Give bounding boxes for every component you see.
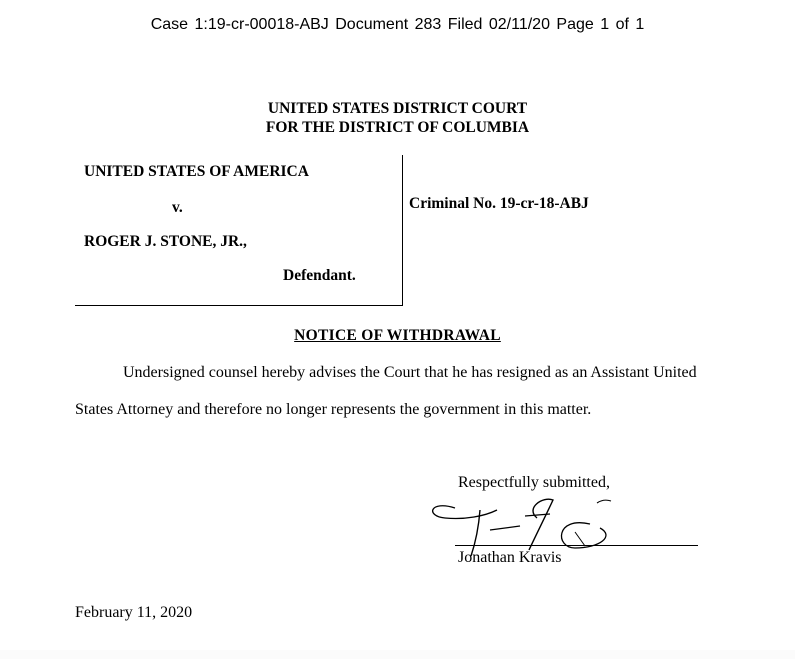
caption-divider-horizontal: [75, 305, 403, 306]
caption-versus: v.: [172, 199, 183, 216]
signature-closing: Respectfully submitted,: [458, 474, 610, 491]
signer-name: Jonathan Kravis: [458, 549, 562, 566]
handwritten-signature: [425, 488, 625, 558]
caption-defendant-name: ROGER J. STONE, JR.,: [84, 233, 247, 250]
notice-title: NOTICE OF WITHDRAWAL: [294, 327, 501, 344]
court-name-line2: FOR THE DISTRICT OF COLUMBIA: [265, 119, 530, 136]
filing-date: February 11, 2020: [75, 604, 193, 621]
court-name-line1: UNITED STATES DISTRICT COURT: [267, 100, 528, 117]
case-header: Case 1:19-cr-00018-ABJ Document 283 Filed 02/11/20 Page 1 of 1: [150, 16, 645, 33]
page-bottom-edge: [0, 650, 795, 659]
case-number: Criminal No. 19-cr-18-ABJ: [409, 195, 589, 212]
caption-plaintiff: UNITED STATES OF AMERICA: [84, 163, 309, 180]
notice-body-line1: Undersigned counsel hereby advises the Court that he has resigned as an Assistant United: [123, 364, 697, 381]
caption-defendant-label: Defendant.: [283, 267, 356, 284]
signature-line: [455, 545, 698, 546]
caption-divider-vertical: [402, 155, 403, 305]
notice-body-line2: States Attorney and therefore no longer represents the government in this matter.: [75, 401, 592, 418]
